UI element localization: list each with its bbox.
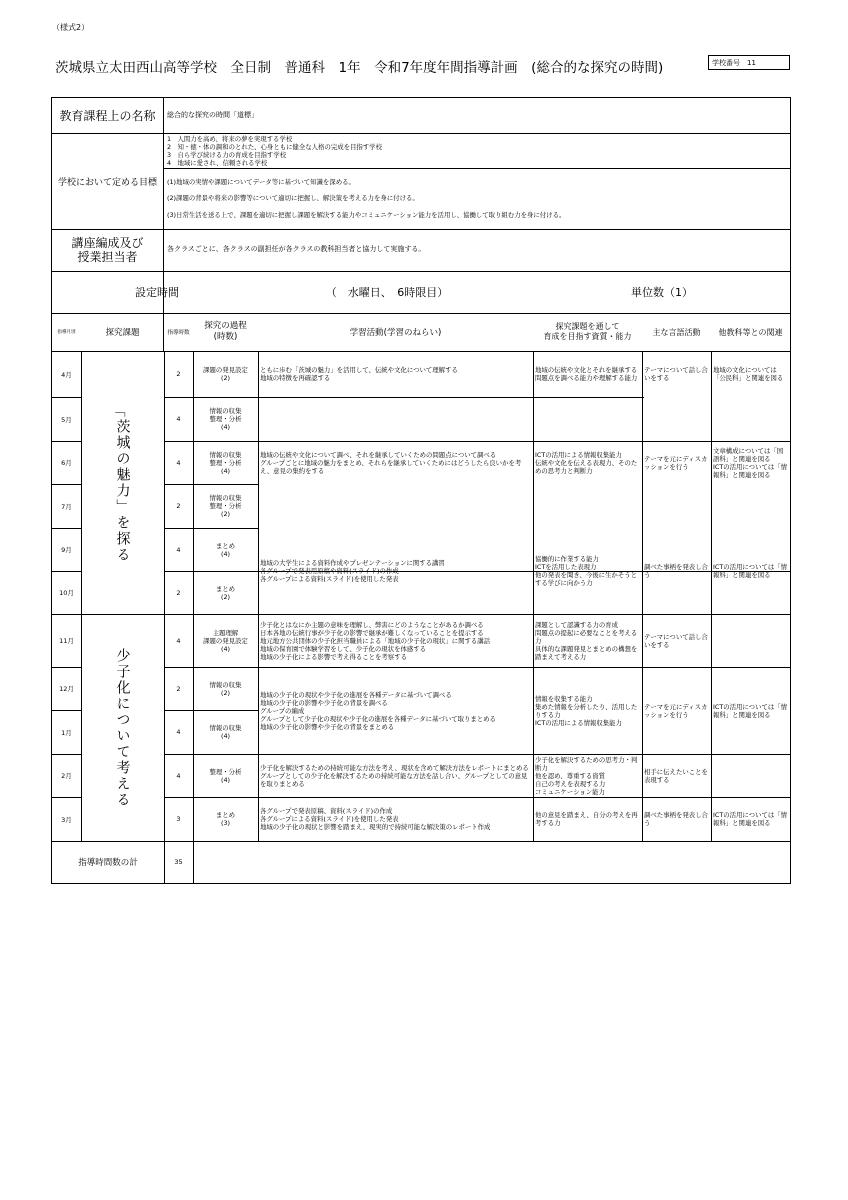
relation-cell: ICTの活用については「情報科」と関連を図る bbox=[713, 563, 788, 579]
ability-cell: ICTの活用による情報収集能力 伝統や文化を伝える表現力、そのための思考力と判断力 bbox=[535, 450, 638, 475]
process-cell: まとめ (4) bbox=[215, 541, 236, 558]
hours-cell: 4 bbox=[176, 545, 181, 554]
theme-2-text: 少子化について考える bbox=[114, 647, 131, 808]
process-cell: 情報の収集 整理・分析 (4) bbox=[209, 450, 242, 475]
ability-cell: 他の意見を踏まえ、自分の考えを再考する力 bbox=[535, 811, 638, 827]
hours-cell: 4 bbox=[176, 458, 181, 467]
month-cell: 1月 bbox=[61, 728, 72, 737]
total-hours-label: 指導時間数の計 bbox=[78, 858, 138, 868]
process-cell: 主題理解 課題の発見設定 (4) bbox=[203, 628, 248, 653]
language-cell: テーマを元にディスカッションを行う bbox=[644, 454, 708, 471]
theme-1-cell bbox=[81, 351, 164, 614]
school-number-box: 学校番号 11 bbox=[708, 55, 790, 70]
activity-cell: 地域の伝統や文化について調べ、それを継承していくための問題点について調べる グループごとに地域の魅力をまとめ、それらを継承していくためにはどうしたら良いかを考え、意見の集約をする bbox=[260, 450, 522, 475]
header-theme: 探究課題 bbox=[105, 328, 140, 338]
process-cell: 情報の収集 整理・分析 (4) bbox=[209, 407, 242, 431]
total-hours-value: 35 bbox=[174, 858, 183, 866]
ability-cell: 協働的に作業する能力 ICTを活用した表現力 他の発表を聞き、今後に生かそうとする学びに向かう力 bbox=[535, 555, 637, 587]
process-cell: 情報の収集 整理・分析 (2) bbox=[209, 494, 242, 518]
activity-cell: 少子化とはなにか主題の意味を理解し、弊害にどのようなことがあるか調べる 日本各地の伝統行事が少子化の影響で継承が難しくなっていることを提示する 地元地方公共団体の少子化担当職員による「地域の少子化の現状」に関する講話 地域の保育園で体験学習をして、少子化の現状を体感する 地域の少子化による影響で考え得ることを考察する bbox=[260, 620, 491, 661]
hours-cell: 4 bbox=[176, 771, 181, 780]
hours-cell: 2 bbox=[176, 370, 181, 378]
goal-item: (2)課題の背景や将来の影響等について適切に把握し、解決策を考える力を身に付ける。 bbox=[167, 194, 419, 202]
activity-cell: ともに歩む「茨城の魅力」を活用して、伝統や文化について理解する 地域の特徴を再確認する bbox=[260, 366, 458, 382]
theme-2-cell bbox=[81, 614, 164, 841]
month-cell: 9月 bbox=[61, 546, 72, 554]
ability-cell: 地域の伝統や文化とそれを継承する問題点を調べる能力や理解する能力 bbox=[535, 366, 638, 382]
language-cell: 調べた事柄を発表し合う bbox=[644, 563, 708, 579]
header-hours: 指導時数 bbox=[167, 330, 190, 336]
month-cell: 12月 bbox=[59, 685, 74, 693]
process-cell: 整理・分析 (4) bbox=[209, 767, 242, 784]
activity-cell: 少子化を解決するための持続可能な方法を考え、現状を含めて解決方法をレポートにまとめる グループとしての少子化を解決するための持続可能な方法を話し合い、グループとしての意見を取りまとめる bbox=[260, 763, 529, 788]
form-number: （様式2） bbox=[52, 23, 90, 32]
plan-sheet bbox=[51, 97, 791, 884]
goal-item: (1)地域の実情や課題についてデータ等に基づいて知識を深める。 bbox=[167, 178, 355, 186]
month-cell: 5月 bbox=[61, 415, 72, 424]
school-goals-label: 学校において定める目標 bbox=[57, 177, 157, 188]
month-cell: 3月 bbox=[61, 815, 72, 824]
relation-cell bbox=[713, 754, 789, 797]
ability-cell: 情報を収集する能力 集めた情報を分析したり、活用したりする力 ICTの活用による情報収集能力 bbox=[535, 694, 638, 727]
ability-cell: 少子化を解決するための思考力・判断力 他を認め、尊重する資質 自己の考えを表現する力 コミュニケーション能力 bbox=[535, 755, 638, 796]
course-name-value: 総合的な探究の時間「道標」 bbox=[167, 110, 258, 119]
relation-cell: 地域の文化については「公民科」と関連を図る bbox=[713, 366, 784, 382]
language-cell: 調べた事柄を発表し合う bbox=[644, 811, 708, 827]
relation-cell: ICTの活用については「情報科」と関連を図る bbox=[713, 702, 788, 719]
header-process: 探究の過程 (時数) bbox=[204, 321, 247, 342]
theme-1-text: 茨城の魅力」を探る bbox=[114, 418, 131, 563]
language-cell: テーマを元にディスカッションを行う bbox=[644, 702, 708, 719]
header-language: 主な言語活動 bbox=[652, 327, 701, 337]
course-name-label: 教育課程上の名称 bbox=[59, 109, 156, 123]
hours-cell: 4 bbox=[176, 415, 181, 423]
hours-cell: 2 bbox=[176, 502, 181, 510]
relation-cell: ICTの活用については「情報科」と関連を図る bbox=[713, 811, 788, 827]
theme-1-open-mark: 「 bbox=[109, 402, 126, 419]
language-cell: テーマについて話し合いをする bbox=[644, 632, 708, 649]
month-cell: 4月 bbox=[61, 370, 72, 379]
activity-cell: 各グループで発表原稿、資料(スライド)の作成 各グループによる資料(スライド)を使用した発表 地域の少子化の現状と影響を踏まえ、現実的で持続可能な解決策のレポート作成 bbox=[260, 807, 491, 831]
units-value: 単位数（1） bbox=[631, 286, 693, 299]
time-value: （ 水曜日、 6時限目） bbox=[325, 286, 449, 299]
header-month: 指導月別 bbox=[57, 330, 76, 335]
month-cell: 11月 bbox=[59, 637, 74, 645]
month-cell: 7月 bbox=[61, 502, 72, 511]
process-cell: まとめ (3) bbox=[215, 811, 236, 827]
ability-cell: 課題として認識する力の育成 問題点の提起に必要なことを考える力 具体的な課題発見とまとめの構想を踏まえて考える力 bbox=[535, 620, 638, 661]
hours-cell: 4 bbox=[176, 636, 181, 645]
hours-cell: 2 bbox=[176, 684, 181, 693]
relation-cell: 文章構成については「国語科」と関連を図る ICTの活用については「情報科」と関連を図る bbox=[713, 446, 788, 479]
month-cell: 10月 bbox=[59, 589, 74, 597]
activity-cell: 地域の大学生による資料作成やプレゼンテーションに関する講習 各グループで発表用原稿や資料(スライド)の作成 各グループによる資料(スライド)を使用した発表 bbox=[260, 559, 445, 583]
hours-cell: 4 bbox=[176, 728, 181, 736]
process-cell: 課題の発見設定 (2) bbox=[203, 366, 248, 382]
process-cell: まとめ (2) bbox=[215, 584, 236, 601]
header-ability: 探究課題を通して 育成を目指す資質・能力 bbox=[543, 322, 632, 341]
hours-cell: 3 bbox=[176, 815, 181, 823]
language-cell: テーマについて話し合いをする bbox=[644, 366, 708, 382]
hours-cell: 2 bbox=[176, 588, 181, 597]
month-cell: 2月 bbox=[61, 772, 72, 780]
process-cell: 情報の収集 (4) bbox=[209, 724, 242, 740]
language-cell: 相手に伝えたいことを表現する bbox=[644, 767, 708, 784]
goal-item: (3)日常生活を送る上で、課題を適切に把握し課題を解決する能力やコミュニケーション能力を活用し、協働して取り組む力を身に付ける。 bbox=[167, 211, 566, 219]
relation-cell bbox=[713, 614, 789, 667]
header-relation: 他教科等との関連 bbox=[718, 327, 783, 337]
page-title: 茨城県立太田西山高等学校 全日制 普通科 1年 令和7年度年間指導計画 (総合的な探究の時間) bbox=[55, 60, 664, 76]
school-policies: 1 人間力を高め、将来の夢を実現する学校 2 知・徳・体の調和のとれた、心身ともに健全な人格の完成を目指す学校 3 自ら学び続ける力の育成を目指す学校 4 地域に愛され、信頼される学校 bbox=[167, 135, 382, 167]
process-cell: 情報の収集 (2) bbox=[209, 680, 242, 697]
month-cell: 6月 bbox=[61, 459, 72, 467]
time-label: 設定時間 bbox=[135, 286, 179, 299]
staff-label: 講座編成及び 授業担当者 bbox=[71, 235, 144, 264]
staff-value: 各クラスごとに、各クラスの副担任が各クラスの教科担当者と協力して実施する。 bbox=[167, 245, 426, 254]
header-activity: 学習活動(学習のねらい) bbox=[349, 328, 442, 338]
activity-cell: 地域の少子化の現状や少子化の進展を各種データに基づいて調べる 地域の少子化の影響や少子化の背景を調べる グループの編成 グループとして少子化の現状や少子化の進展を各種データに基づいて取りまとめる 地域の少子化の影響や少子化の背景をまとめる bbox=[260, 690, 496, 731]
